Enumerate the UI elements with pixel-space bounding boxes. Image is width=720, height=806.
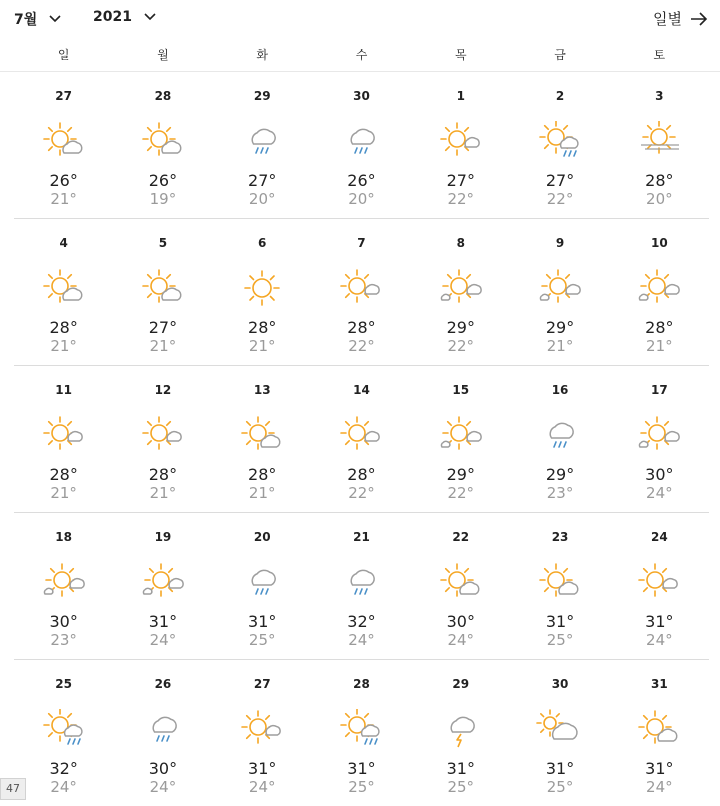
high-temperature: 28°: [248, 465, 277, 484]
calendar-day[interactable]: [610, 219, 709, 365]
calendar-day[interactable]: [312, 72, 411, 218]
calendar-day[interactable]: [610, 513, 709, 659]
calendar-day[interactable]: [312, 660, 411, 806]
calendar-day[interactable]: [14, 72, 113, 218]
day-number: 2: [555, 89, 565, 103]
high-temperature: 28°: [645, 171, 674, 190]
high-temperature: 30°: [446, 612, 475, 631]
year-selector[interactable]: [93, 9, 156, 25]
day-number: 8: [456, 236, 465, 250]
day-number: 12: [154, 383, 172, 397]
low-temperature: 24°: [646, 484, 673, 502]
low-temperature: 25°: [546, 778, 574, 796]
weather-sun-cloud-icon: [139, 268, 187, 308]
calendar-day[interactable]: [14, 513, 113, 659]
weather-cloud-rain-icon: [337, 121, 385, 161]
weekday-header: [14, 46, 709, 64]
low-temperature: 21°: [50, 337, 77, 355]
calendar-day[interactable]: [213, 72, 312, 218]
day-number: 6: [258, 236, 267, 250]
weather-cloud-rain-icon: [238, 562, 286, 602]
day-number: 21: [353, 530, 370, 544]
weather-sun-cloud-rain-icon: [536, 121, 584, 161]
low-temperature: 25°: [546, 631, 574, 649]
day-number: 7: [357, 236, 366, 250]
weather-sun-cloud-small-icon: [40, 415, 88, 455]
weekday-label: 수: [355, 48, 368, 62]
high-temperature: 27°: [148, 318, 178, 337]
calendar-day[interactable]: [411, 219, 510, 365]
low-temperature: 24°: [248, 778, 276, 796]
day-number: 18: [55, 530, 72, 544]
low-temperature: 21°: [50, 190, 77, 208]
high-temperature: 31°: [148, 612, 178, 631]
calendar-day[interactable]: [510, 72, 609, 218]
day-number: 4: [59, 236, 68, 250]
low-temperature: 20°: [646, 190, 673, 208]
high-temperature: 26°: [347, 171, 376, 190]
low-temperature: 21°: [50, 484, 77, 502]
day-number: 29: [253, 89, 271, 103]
low-temperature: 21°: [248, 337, 276, 355]
weather-sun-cloud-icon: [635, 709, 683, 749]
high-temperature: 28°: [49, 318, 78, 337]
weather-sun-cloud-rain-icon: [337, 709, 385, 749]
weather-cloud-lightning-icon: [437, 709, 485, 749]
low-temperature: 24°: [646, 778, 673, 796]
weekday-label: 일: [57, 48, 70, 62]
weather-sun-cloud-icon: [40, 268, 88, 308]
weather-sun-two-clouds-icon: [536, 268, 584, 308]
weather-sun-cloud-small-icon: [139, 415, 187, 455]
calendar-day[interactable]: [510, 219, 609, 365]
low-temperature: 24°: [646, 631, 673, 649]
day-number: 30: [551, 677, 569, 691]
calendar-day[interactable]: [213, 366, 312, 512]
weather-sun-cloud-small-icon: [437, 121, 485, 161]
low-temperature: 22°: [546, 190, 574, 208]
high-temperature: 31°: [545, 612, 575, 631]
calendar-day[interactable]: [510, 660, 609, 806]
high-temperature: 29°: [446, 318, 475, 337]
calendar-day[interactable]: [113, 366, 212, 512]
low-temperature: 23°: [546, 484, 574, 502]
weather-sun-cloud-icon: [536, 562, 584, 602]
high-temperature: 27°: [248, 171, 277, 190]
high-temperature: 30°: [148, 759, 178, 778]
calendar-day[interactable]: [312, 513, 411, 659]
weekday-label: 금: [554, 48, 566, 62]
calendar-day[interactable]: [14, 219, 113, 365]
low-temperature: 22°: [348, 484, 375, 502]
month-selector[interactable]: [14, 9, 61, 29]
day-number: 28: [353, 677, 370, 691]
low-temperature: 21°: [149, 484, 177, 502]
high-temperature: 26°: [49, 171, 78, 190]
low-temperature: 21°: [546, 337, 574, 355]
high-temperature: 31°: [347, 759, 376, 778]
low-temperature: 25°: [248, 631, 276, 649]
weather-sun-two-clouds-icon: [635, 268, 683, 308]
high-temperature: 28°: [248, 318, 277, 337]
calendar-week: [14, 72, 709, 219]
high-temperature: 30°: [49, 612, 78, 631]
high-temperature: 29°: [446, 465, 475, 484]
weekday-label: 화: [256, 48, 268, 62]
weather-sun-cloud-icon: [437, 562, 485, 602]
low-temperature: 24°: [50, 778, 77, 796]
day-number: 23: [551, 530, 569, 544]
low-temperature: 23°: [50, 631, 77, 649]
calendar-week: [14, 660, 709, 806]
low-temperature: 19°: [149, 190, 177, 208]
day-number: 25: [55, 677, 72, 691]
low-temperature: 24°: [447, 631, 475, 649]
calendar-week: [14, 219, 709, 366]
month-label: 7월: [14, 12, 38, 28]
chevron-down-icon: [144, 13, 156, 21]
high-temperature: 30°: [645, 465, 674, 484]
calendar-day[interactable]: [312, 219, 411, 365]
calendar-day[interactable]: [213, 513, 312, 659]
page-badge: 47: [0, 778, 26, 800]
low-temperature: 22°: [447, 337, 475, 355]
weather-cloud-sun-behind-icon: [536, 709, 584, 749]
weather-sun-two-clouds-icon: [40, 562, 88, 602]
day-number: 1: [456, 89, 465, 103]
day-number: 10: [650, 236, 668, 250]
daily-view-label: 일별: [653, 10, 682, 28]
weather-sun-cloud-small-icon: [337, 268, 385, 308]
calendar-day[interactable]: [14, 660, 113, 806]
day-number: 30: [353, 89, 370, 103]
high-temperature: 31°: [645, 759, 674, 778]
calendar-day[interactable]: [411, 513, 510, 659]
weather-sun-two-clouds-icon: [139, 562, 187, 602]
low-temperature: 24°: [149, 778, 177, 796]
weather-cloud-rain-icon: [337, 562, 385, 602]
weather-sun-cloud-rain-icon: [40, 709, 88, 749]
day-number: 15: [452, 383, 470, 397]
high-temperature: 32°: [49, 759, 78, 778]
calendar-day[interactable]: [411, 72, 510, 218]
day-number: 19: [154, 530, 172, 544]
calendar-day[interactable]: [213, 219, 312, 365]
weekday-label: 토: [653, 48, 666, 62]
day-number: 22: [452, 530, 470, 544]
calendar-grid: [14, 72, 709, 806]
calendar-day[interactable]: [510, 513, 609, 659]
high-temperature: 31°: [446, 759, 475, 778]
high-temperature: 31°: [645, 612, 674, 631]
calendar-day[interactable]: [213, 660, 312, 806]
calendar-day[interactable]: [411, 366, 510, 512]
low-temperature: 20°: [248, 190, 276, 208]
high-temperature: 32°: [347, 612, 376, 631]
calendar-day[interactable]: [610, 366, 709, 512]
year-label: 2021: [93, 9, 132, 25]
weather-sun-cloud-small-icon: [238, 709, 286, 749]
weather-cloud-rain-icon: [238, 121, 286, 161]
weather-sun-cloud-icon: [238, 415, 286, 455]
day-number: 27: [55, 89, 72, 103]
calendar-day[interactable]: [610, 660, 709, 806]
high-temperature: 28°: [148, 465, 178, 484]
weather-sun-icon: [238, 268, 286, 308]
day-number: 9: [555, 236, 565, 250]
arrow-right-icon: [690, 12, 708, 26]
high-temperature: 27°: [446, 171, 475, 190]
high-temperature: 28°: [645, 318, 674, 337]
weather-sun-cloud-small-icon: [337, 415, 385, 455]
calendar-day[interactable]: [14, 366, 113, 512]
low-temperature: 24°: [149, 631, 177, 649]
daily-view-link[interactable]: [653, 8, 708, 29]
calendar-week: [14, 366, 709, 513]
day-number: 29: [452, 677, 470, 691]
weather-sun-two-clouds-icon: [635, 415, 683, 455]
day-number: 13: [253, 383, 271, 397]
calendar-day[interactable]: [610, 72, 709, 218]
day-number: 31: [650, 677, 668, 691]
day-number: 3: [655, 89, 664, 103]
low-temperature: 22°: [447, 484, 475, 502]
calendar-week: [14, 513, 709, 660]
high-temperature: 31°: [248, 612, 277, 631]
high-temperature: 31°: [545, 759, 575, 778]
day-number: 14: [353, 383, 370, 397]
calendar-header: [0, 0, 720, 38]
weather-sun-cloud-icon: [40, 121, 88, 161]
calendar-day[interactable]: [510, 366, 609, 512]
calendar-day[interactable]: [113, 513, 212, 659]
high-temperature: 31°: [248, 759, 277, 778]
weather-sun-haze-icon: [635, 121, 683, 161]
low-temperature: 21°: [149, 337, 177, 355]
calendar-day[interactable]: [312, 366, 411, 512]
high-temperature: 26°: [148, 171, 178, 190]
day-number: 11: [55, 383, 72, 397]
day-number: 27: [253, 677, 271, 691]
high-temperature: 27°: [545, 171, 575, 190]
day-number: 5: [158, 236, 168, 250]
weather-sun-cloud-small-icon: [635, 562, 683, 602]
low-temperature: 22°: [348, 337, 375, 355]
low-temperature: 22°: [447, 190, 475, 208]
day-number: 17: [650, 383, 668, 397]
day-number: 24: [650, 530, 668, 544]
calendar-day[interactable]: [411, 660, 510, 806]
weekday-label: 월: [157, 48, 169, 62]
weekday-label: 목: [454, 48, 467, 62]
low-temperature: 24°: [348, 631, 375, 649]
day-number: 16: [551, 383, 569, 397]
weather-sun-cloud-icon: [139, 121, 187, 161]
high-temperature: 28°: [347, 318, 376, 337]
weather-cloud-rain-icon: [139, 709, 187, 749]
low-temperature: 25°: [348, 778, 375, 796]
calendar-day[interactable]: [113, 219, 212, 365]
calendar-day[interactable]: [113, 660, 212, 806]
day-number: 20: [253, 530, 271, 544]
high-temperature: 29°: [545, 318, 575, 337]
weather-sun-two-clouds-icon: [437, 268, 485, 308]
chevron-down-icon: [49, 15, 61, 23]
high-temperature: 28°: [49, 465, 78, 484]
low-temperature: 25°: [447, 778, 475, 796]
day-number: 28: [154, 89, 172, 103]
calendar-day[interactable]: [113, 72, 212, 218]
low-temperature: 20°: [348, 190, 375, 208]
high-temperature: 28°: [347, 465, 376, 484]
low-temperature: 21°: [248, 484, 276, 502]
weather-sun-two-clouds-icon: [437, 415, 485, 455]
weather-cloud-rain-icon: [536, 415, 584, 455]
day-number: 26: [154, 677, 172, 691]
low-temperature: 21°: [646, 337, 673, 355]
high-temperature: 29°: [545, 465, 575, 484]
